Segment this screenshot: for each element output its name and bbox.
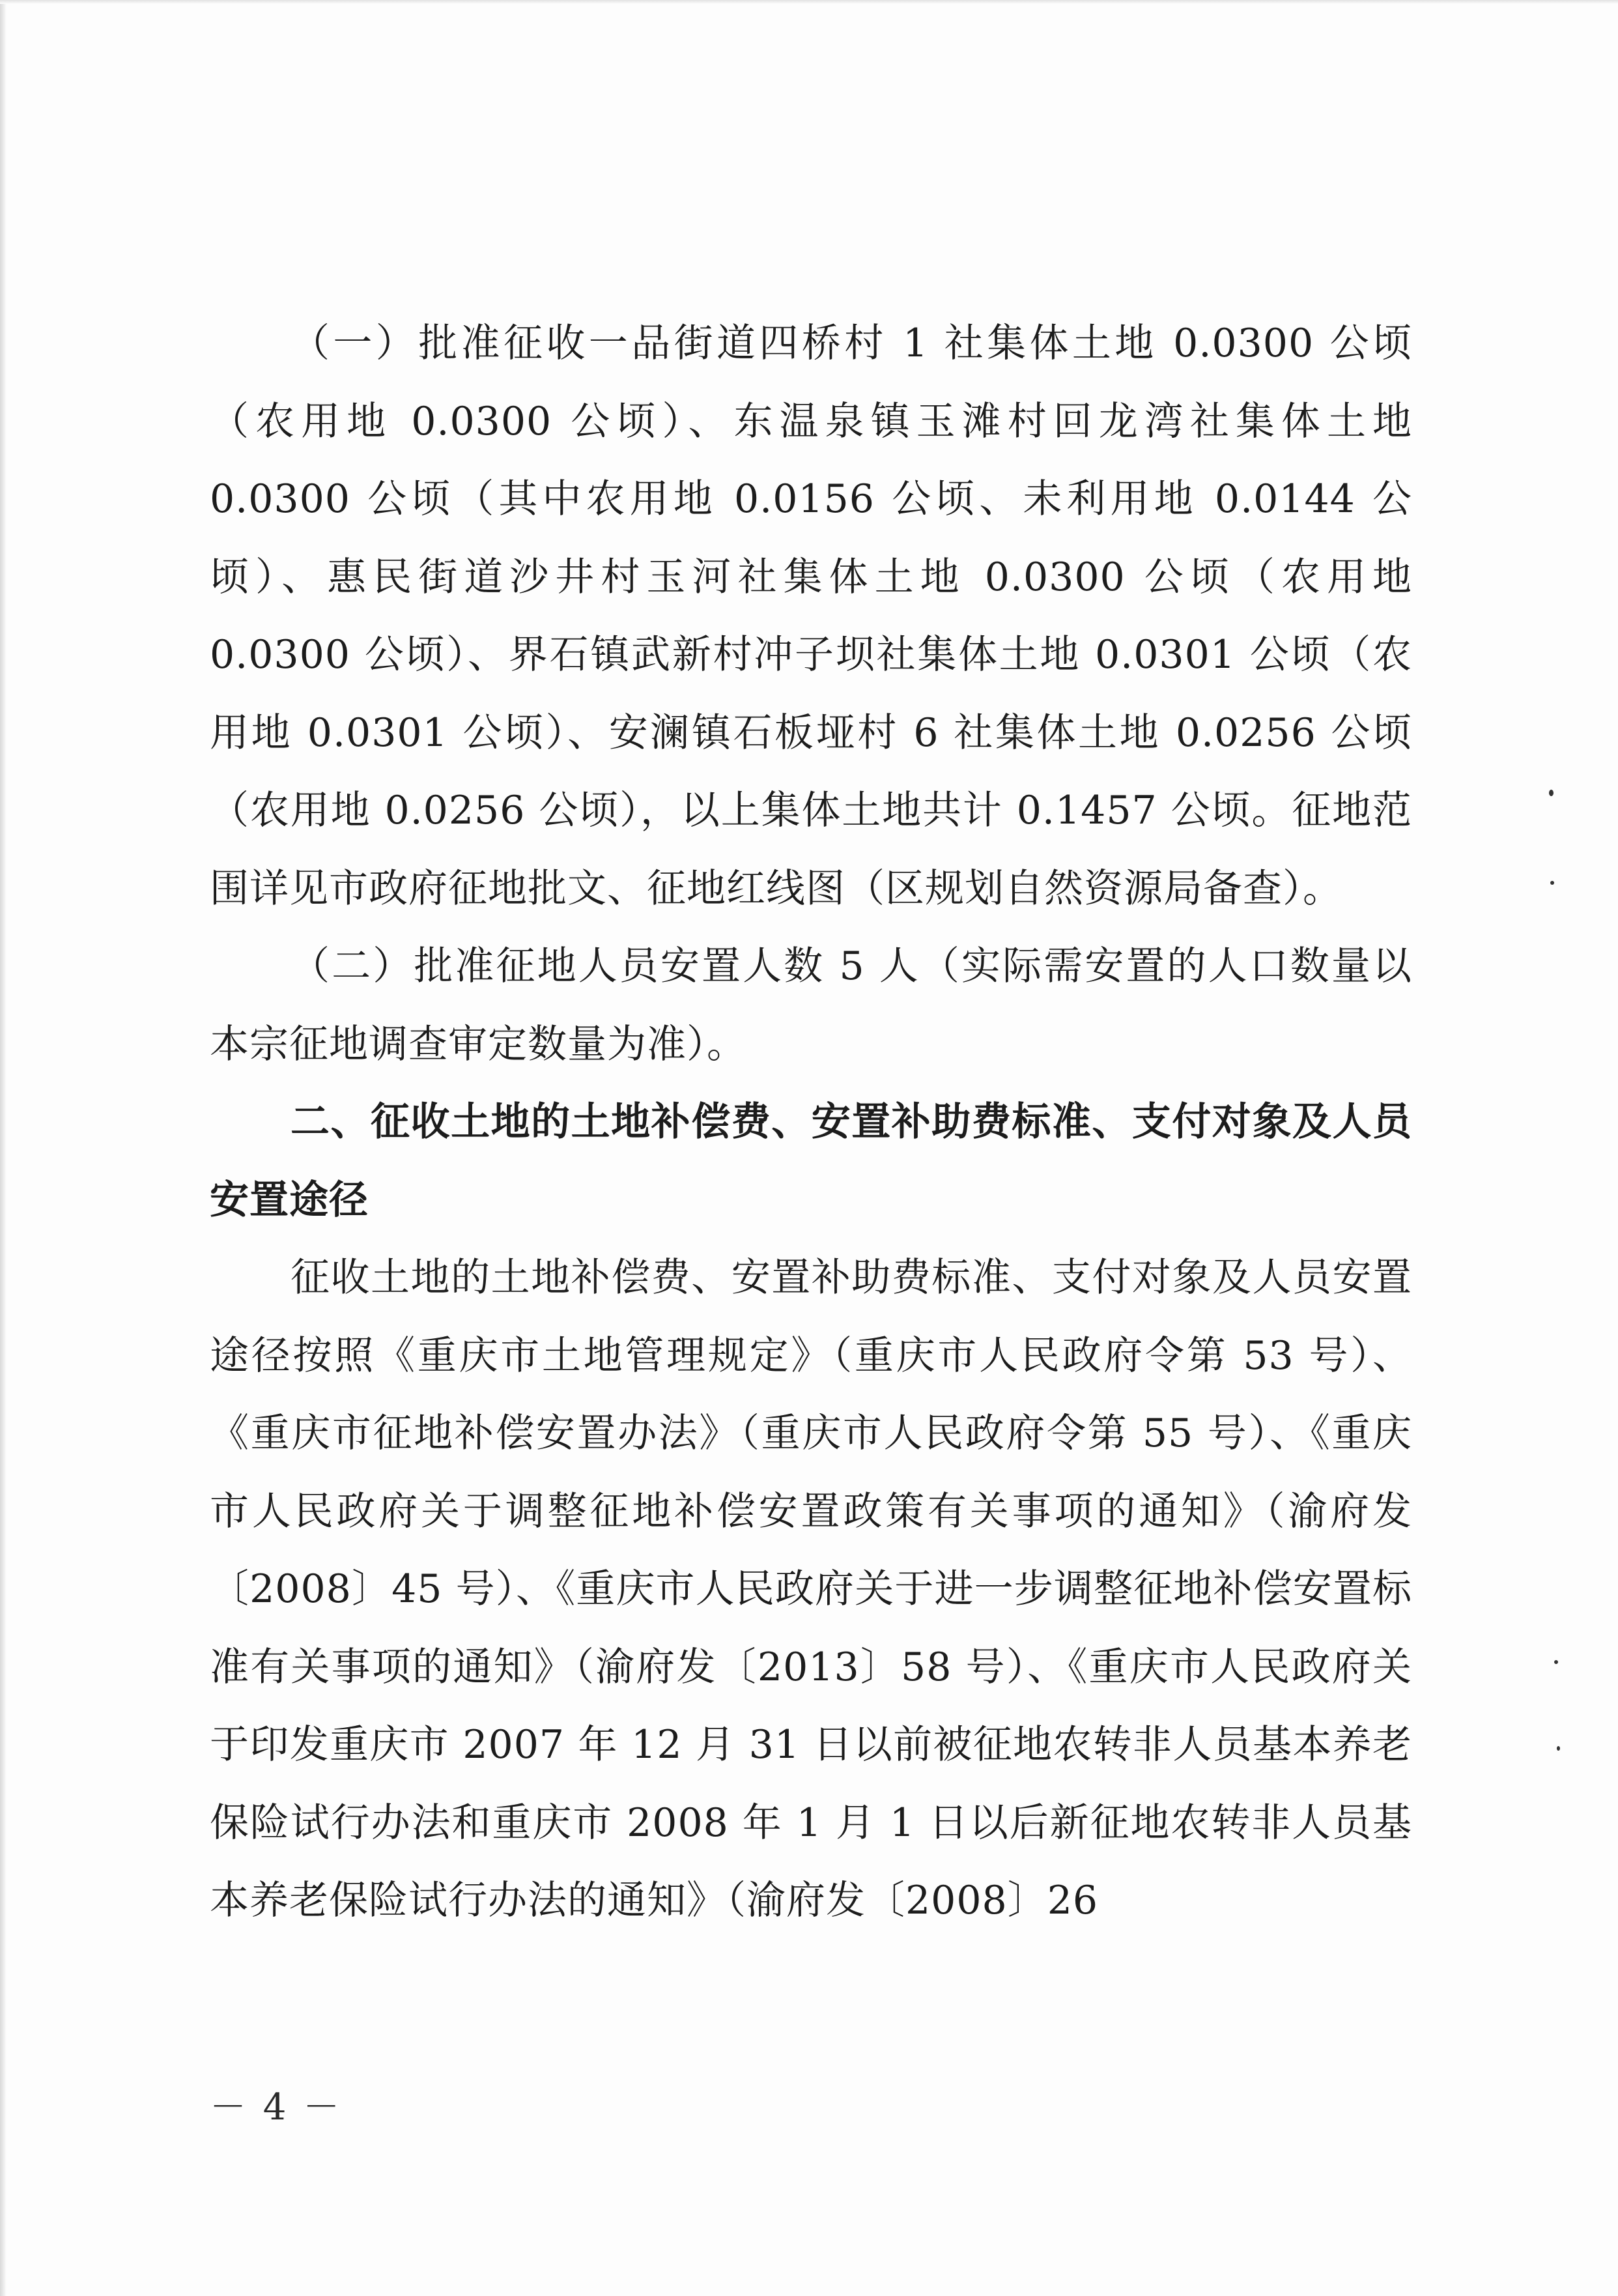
scan-edge-left	[0, 0, 7, 2296]
scan-speck	[1557, 1746, 1560, 1751]
scan-speck	[1549, 790, 1554, 796]
scan-speck	[1554, 1660, 1558, 1664]
section-body-paragraph: 征收土地的土地补偿费、安置补助费标准、支付对象及人员安置途径按照《重庆市土地管理规定》（重庆市人民政府令第 53 号）、《重庆市征地补偿安置办法》（重庆市人民政府令第 55 号）、《重庆市人民政府关于调整征地补偿安置政策有关事项的通知》（渝府发〔2008〕45 号）、《重庆市人民政府关于进一步调整征地补偿安置标准有关事项的通知》（渝府发〔2013〕58 号）、《重庆市人民政府关于印发重庆市 2007 年 12 月 31 日以前被征地农转非人员基本养老保险试行办法和重庆市 2008 年 1 月 1 日以后新征地农转非人员基本养老保险试行办法的通知》（渝府发〔2008〕26	[210, 1255, 1412, 1923]
document-body	[210, 305, 1412, 1940]
section-heading: 二、征收土地的土地补偿费、安置补助费标准、支付对象及人员安置途径	[210, 1099, 1412, 1223]
page-number: － 4 －	[210, 2086, 343, 2129]
paragraph-item-2: （二）批准征地人员安置人数 5 人（实际需安置的人口数量以本宗征地调查审定数量为准）。	[210, 943, 1412, 1067]
paragraph-item-1: （一）批准征收一品街道四桥村 1 社集体土地 0.0300 公顷（农用地 0.0300 公顷）、东温泉镇玉滩村回龙湾社集体土地 0.0300 公顷（其中农用地 0.0156 公顷、未利用地 0.0144 公顷）、惠民街道沙井村玉河社集体土地 0.0300 公顷（农用地 0.0300 公顷）、界石镇武新村冲子坝社集体土地 0.0301 公顷（农用地 0.0301 公顷）、安澜镇石板垭村 6 社集体土地 0.0256 公顷（农用地 0.0256 公顷），以上集体土地共计 0.1457 公顷。征地范围详见市政府征地批文、征地红线图（区规划自然资源局备查）。	[210, 321, 1412, 911]
scan-speck	[1550, 881, 1554, 885]
scan-edge-top	[0, 0, 1618, 4]
